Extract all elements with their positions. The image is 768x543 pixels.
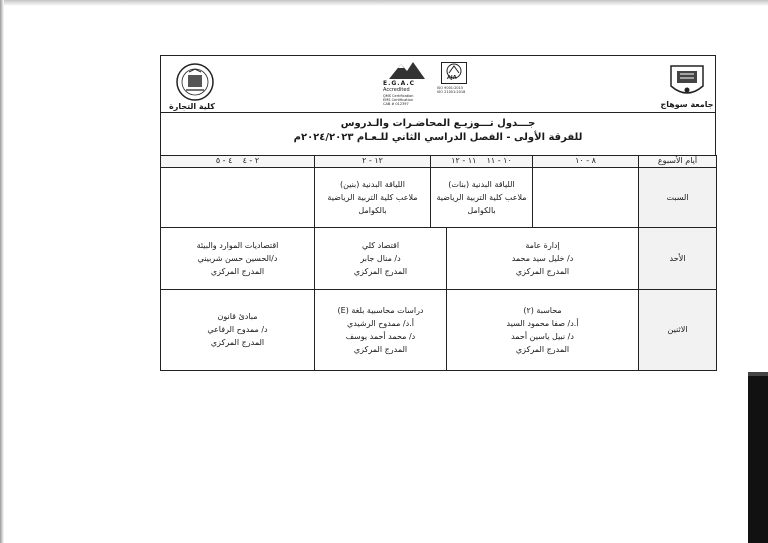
faculty-name: كلية التجارة: [169, 102, 215, 111]
schedule-title: جـــدول تـــوزيـع المحاضـرات والـدروس: [340, 118, 536, 129]
course-name: مبادئ قانون: [217, 312, 258, 322]
cert-lines: [383, 94, 429, 106]
scan-shadow-top: [0, 0, 768, 6]
period-header: ٨ - ١٠: [533, 156, 639, 168]
instructor: أ.د/ صفا محمود السيد: [506, 318, 579, 328]
schedule-document: [160, 55, 716, 371]
iso-line: ISO 9001:2015: [437, 86, 464, 90]
scan-shadow-left: [0, 0, 4, 543]
iso-lines: [437, 86, 481, 94]
university-logo-icon: [667, 62, 707, 100]
class-cell: [161, 289, 315, 370]
instructor: د/ محمد أحمد يوسف: [345, 331, 416, 341]
location: ملاعب كلية التربية الرياضية: [327, 192, 418, 202]
table-header-row: [161, 156, 717, 168]
location: ملاعب كلية التربية الرياضية: [436, 192, 527, 202]
table-row-saturday: [161, 167, 717, 227]
day-cell: السبت: [639, 167, 717, 227]
instructor: د/ نبيل ياسين أحمد: [511, 331, 574, 341]
location-note: بالكوامل: [467, 205, 496, 215]
class-cell: [447, 227, 639, 289]
scanner-edge: [748, 372, 768, 543]
location: المدرج المركزي: [515, 344, 570, 354]
period-header: ١٢ - ٢: [315, 156, 431, 168]
location: المدرج المركزي: [210, 266, 265, 276]
iso-line: ISO 21001:2018: [437, 90, 466, 94]
course-name: إدارة عامة: [525, 240, 560, 250]
period-label: ١١ - ١٢: [451, 156, 477, 166]
cert-line: EMS Certification: [383, 98, 413, 102]
location: المدرج المركزي: [353, 266, 408, 276]
egac-accredited: Accredited: [383, 87, 410, 93]
class-cell: [161, 227, 315, 289]
day-cell: الاثنين: [639, 289, 717, 370]
egac-mountain-icon: [387, 60, 427, 80]
days-header: أيام الأسبوع: [639, 156, 717, 168]
course-name: اللياقة البدنية (بنات): [448, 179, 515, 189]
location: المدرج المركزي: [353, 344, 408, 354]
empty-cell: [533, 167, 639, 227]
location: المدرج المركزي: [515, 266, 570, 276]
period-label: ٤ - ٥: [215, 156, 233, 166]
instructor: د/ خليل سيد محمد: [511, 253, 574, 263]
table-row-sunday: [161, 227, 717, 289]
empty-cell: [161, 167, 315, 227]
class-cell: [315, 227, 447, 289]
aja-label: AJA: [447, 75, 457, 81]
period-label: ١٠ - ١١: [486, 156, 512, 166]
location: المدرج المركزي: [210, 338, 265, 348]
instructor: د/ ممدوح الرفاعي: [207, 325, 268, 335]
course-name: اقتصاديات الموارد والبيئة: [196, 240, 279, 250]
instructor: أ.د/ ممدوح الرشيدي: [347, 318, 414, 328]
period-header: [161, 156, 315, 168]
schedule-table: [160, 155, 717, 371]
cert-line: QMS Certification: [383, 94, 414, 98]
course-name: اقتصاد كلي: [361, 240, 400, 250]
class-cell: [431, 167, 533, 227]
period-header: [431, 156, 533, 168]
schedule-subtitle: للفرقة الأولى - الفصل الدراسي الثاني للـعـام ٢٠٢٤/٢٠٢٣م: [293, 132, 583, 143]
egac-label: E.G.A.C: [383, 80, 416, 87]
cert-line: CAB # 012397: [383, 102, 409, 106]
period-label: ٢ - ٤: [242, 156, 260, 166]
class-cell: [315, 167, 431, 227]
location-note: بالكوامل: [358, 205, 387, 215]
instructor: د/الحسين حسن شربيني: [197, 253, 278, 263]
table-row-monday: [161, 289, 717, 370]
course-name: دراسات محاسبية بلغة (E): [337, 305, 424, 315]
faculty-logo-icon: [175, 62, 215, 102]
class-cell: [315, 289, 447, 370]
course-name: اللياقة البدنية (بنين): [340, 179, 405, 189]
day-cell: الأحد: [639, 227, 717, 289]
class-cell: [447, 289, 639, 370]
course-name: محاسبة (٢): [523, 305, 562, 315]
instructor: د/ منال جابر: [360, 253, 401, 263]
document-header: [161, 56, 715, 113]
university-name: جامعة سوهاج: [660, 100, 714, 109]
certification-block: [383, 60, 483, 108]
paper-corner: [748, 372, 768, 376]
